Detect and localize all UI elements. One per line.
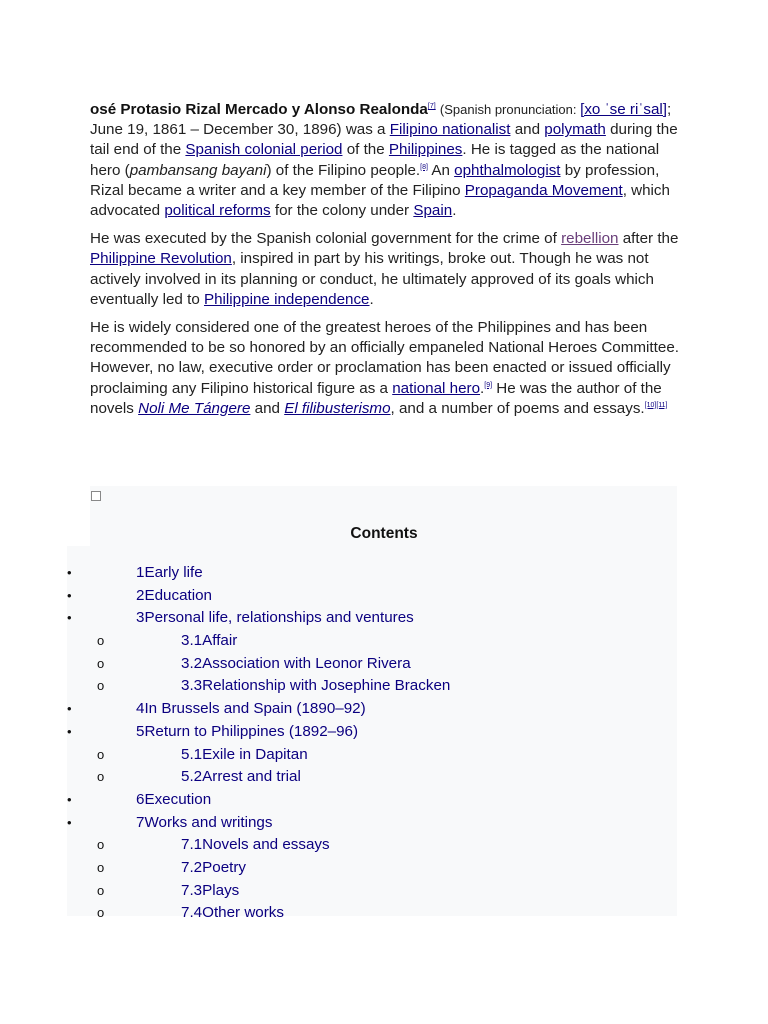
link-philippine-revolution[interactable]: Philippine Revolution [90, 250, 232, 268]
toc-item[interactable] [0, 789, 768, 812]
toc-number: 7.2 [181, 858, 203, 876]
subject-name: osé Protasio Rizal Mercado y Alonso Realonda [90, 101, 428, 118]
toc-toggle-checkbox[interactable] [91, 491, 101, 501]
toc-link[interactable] [136, 812, 272, 835]
toc-title: Contents [350, 525, 418, 542]
toc-label: Execution [144, 790, 212, 808]
bullet-icon: • [67, 723, 72, 739]
toc-item[interactable] [0, 585, 768, 608]
toc-label: Other works [202, 904, 284, 922]
reference-7[interactable]: [7] [427, 103, 436, 110]
toc-number: 7.3 [181, 881, 203, 899]
toc-number: 4 [136, 700, 145, 718]
toc-number: 3 [136, 609, 145, 627]
bullet-icon: • [67, 587, 72, 603]
sub-bullet-icon: o [97, 655, 105, 671]
link-political-reforms[interactable]: political reforms [164, 202, 271, 220]
toc-label: In Brussels and Spain (1890–92) [144, 700, 366, 718]
toc-number: 3.1 [181, 632, 203, 650]
toc-item[interactable] [0, 744, 768, 767]
link-el-filibusterismo[interactable]: El filibusterismo [284, 399, 391, 417]
bullet-icon: • [67, 701, 72, 717]
link-philippine-independence[interactable]: Philippine independence [203, 290, 370, 308]
toc-list [0, 562, 768, 925]
toc-item[interactable] [0, 766, 768, 789]
toc-link[interactable] [136, 721, 358, 744]
toc-label: Poetry [202, 858, 247, 876]
toc-number: 5.1 [181, 745, 203, 763]
bullet-icon: • [67, 610, 72, 626]
toc-label: Exile in Dapitan [202, 745, 308, 763]
link-philippines[interactable]: Philippines [388, 141, 463, 159]
toc-number: 3.2 [181, 654, 203, 672]
toc-item[interactable] [0, 675, 768, 698]
toc-label: Relationship with Josephine Bracken [202, 677, 451, 695]
toc-link[interactable] [136, 789, 211, 812]
toc-link[interactable] [136, 562, 203, 585]
bullet-icon: • [67, 814, 72, 830]
link-noli-me-tangere[interactable]: Noli Me Tángere [138, 399, 251, 417]
link-filipino-nationalist[interactable]: Filipino nationalist [389, 121, 511, 139]
toc-link[interactable] [181, 630, 237, 653]
reference-10-11[interactable]: [10][11] [644, 401, 668, 409]
toc-number: 5 [136, 722, 145, 740]
toc-item[interactable] [0, 721, 768, 744]
toc-item[interactable] [0, 834, 768, 857]
toc-item[interactable] [0, 902, 768, 925]
reference-9[interactable]: [9] [484, 381, 493, 389]
bullet-icon: • [67, 791, 72, 807]
toc-link[interactable] [181, 744, 308, 767]
link-polymath[interactable]: polymath [544, 121, 606, 139]
toc-label: Arrest and trial [202, 768, 301, 786]
toc-number: 7.1 [181, 836, 203, 854]
toc-number: 7.4 [181, 904, 203, 922]
toc-number: 1 [136, 564, 145, 581]
toc-label: Affair [202, 632, 238, 650]
toc-number: 5.2 [181, 768, 203, 786]
pambansang-bayani-term: pambansang bayani [129, 161, 267, 179]
legacy-paragraph: He is widely considered one of the greatest heroes of the Philippines and has been recommended to be so honored by an officially empaneled National Heroes Committee. However, no law, executive order or proclamation has been enacted or issued officially proclaiming any Filipino historical figure as a national hero.[9] He was the author of the novels Noli Me Tángere and El filibusterismo, and a number of poems and essays.[10][11] [90, 319, 679, 417]
sub-bullet-icon: o [97, 905, 105, 921]
toc-number: 2 [136, 586, 145, 604]
sub-bullet-icon: o [97, 769, 105, 785]
toc-label: Personal life, relationships and ventures [144, 609, 414, 627]
toc-item[interactable] [0, 698, 768, 721]
toc-number: 6 [136, 790, 145, 808]
link-national-hero[interactable]: national hero [392, 379, 481, 397]
toc-item[interactable] [0, 857, 768, 880]
toc-link[interactable] [136, 698, 366, 721]
toc-link[interactable] [181, 902, 284, 925]
lead-paragraph: osé Protasio Rizal Mercado y Alonso Realonda[7] (Spanish pronunciation: [xo ˈse riˈsal]; June 19, 1861 – December 30, 1896) was a Filipino nationalist and polymath during the tail end of the Spanish colonial period of the Philippines. He is tagged as the national hero (pambansang bayani) of the Filipino people.[8] An ophthalmologist by profession, Rizal became a writer and a key member of the Filipino Propaganda Movement, which advocated political reforms for the colony under Spain. [90, 101, 678, 220]
toc-link[interactable] [181, 834, 330, 857]
link-spain[interactable]: Spain [413, 202, 453, 220]
toc-item[interactable] [0, 562, 768, 585]
pronunciation-label: (Spanish pronunciation: [439, 102, 581, 117]
toc-item[interactable] [0, 630, 768, 653]
sub-bullet-icon: o [97, 859, 105, 875]
toc-link[interactable] [136, 585, 212, 608]
lead-text: ; June 19, 1861 – December 30, 1896) was a [90, 101, 672, 139]
link-spanish-colonial-period[interactable]: Spanish colonial period [185, 141, 343, 159]
sub-bullet-icon: o [97, 633, 105, 649]
toc-label: Plays [202, 881, 240, 899]
reference-8[interactable]: [8] [420, 163, 428, 171]
link-propaganda-movement[interactable]: Propaganda Movement [464, 181, 623, 199]
toc-link[interactable] [181, 880, 239, 903]
sub-bullet-icon: o [97, 837, 105, 853]
sub-bullet-icon: o [97, 882, 105, 898]
toc-label: Association with Leonor Rivera [202, 654, 411, 672]
toc-item[interactable] [0, 653, 768, 676]
toc-item[interactable] [0, 880, 768, 903]
toc-label: Works and writings [144, 813, 273, 831]
toc-number: 7 [136, 813, 145, 831]
toc-item[interactable] [0, 607, 768, 630]
toc-link[interactable] [181, 653, 411, 676]
toc-item[interactable] [0, 812, 768, 835]
toc-link[interactable] [181, 857, 246, 880]
link-ophthalmologist[interactable]: ophthalmologist [454, 161, 561, 179]
toc-label: Education [144, 586, 213, 604]
bullet-icon: • [67, 565, 72, 580]
toc-link[interactable] [181, 675, 450, 698]
toc-label: Early life [144, 564, 203, 581]
sub-bullet-icon: o [97, 678, 105, 694]
toc-link[interactable] [181, 766, 301, 789]
link-rebellion[interactable]: rebellion [561, 230, 619, 248]
article-body [90, 100, 680, 427]
toc-link[interactable] [136, 607, 414, 630]
ipa-link[interactable]: [xo ˈse riˈsal] [580, 101, 668, 118]
execution-paragraph: He was executed by the Spanish colonial government for the crime of rebellion after the Philippine Revolution, inspired in part by his writings, broke out. Though he was not actively involved in its planning or conduct, he ultimately approved of its goals which eventually led to Philippine independence. [90, 230, 679, 308]
sub-bullet-icon: o [97, 746, 105, 762]
toc-label: Novels and essays [202, 836, 330, 854]
toc-number: 3.3 [181, 677, 203, 695]
toc-label: Return to Philippines (1892–96) [144, 722, 359, 740]
